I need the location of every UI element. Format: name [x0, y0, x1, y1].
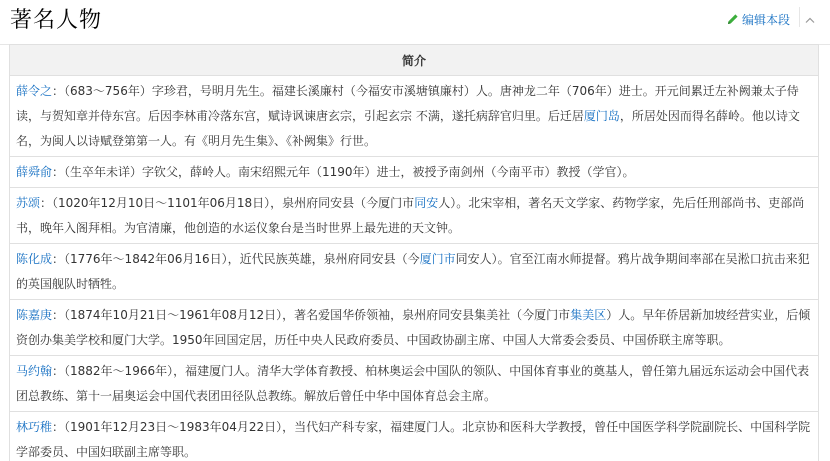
place-link[interactable]: 同安: [414, 196, 439, 210]
person-name-link[interactable]: 薛令之: [16, 84, 53, 98]
place-link[interactable]: 厦门市: [419, 252, 456, 266]
bio-text: ：（1882年～1966年），福建厦门人。清华大学体育教授、柏林奥运会中国队的领队、中国体育事业的奠基人，曾任第九届远东运动会中国代表团总教练、第十一届奥运会中国代表团田径队总教练。解放后曾任中华中国体育总会主席。: [16, 364, 810, 403]
table-cell: [10, 188, 819, 244]
table-cell: [10, 356, 819, 412]
table-row: [10, 356, 819, 412]
bio-text: ）人。早年侨居新加坡经营实业，后倾资创办集美学校和厦门大学。1950年回国定居，历任中央人民政府委员、中国政协副主席、中国人大常委会委员、中国侨联主席等职。: [16, 308, 811, 347]
bio-text: 同安人）。官至江南水师提督。鸦片战争期间率部在吴淞口抗击来犯的英国舰队时牺牲。: [16, 252, 810, 291]
table-row: [10, 188, 819, 244]
person-name-link[interactable]: 薛舜俞: [16, 165, 53, 179]
place-link[interactable]: 厦门岛: [583, 109, 620, 123]
table-row: [10, 76, 819, 157]
table-cell: [10, 412, 819, 461]
table-header-cell: 简介: [10, 45, 819, 76]
place-link[interactable]: 集美区: [570, 308, 607, 322]
person-name-link[interactable]: 陈嘉庚: [16, 308, 53, 322]
bio-text: ，所居处因而得名薛岭。他以诗文名，为闽人以诗赋登第第一人。有《明月先生集》、《补阙集》行世。: [16, 109, 800, 148]
table-cell: [10, 244, 819, 300]
table-row: [10, 244, 819, 300]
person-name-link[interactable]: 马约翰: [16, 364, 53, 378]
table-cell: [10, 157, 819, 188]
bio-text: ：（1874年10月21日～1961年08月12日），著名爱国华侨领袖，泉州府同安县集美社（今厦门市: [52, 308, 571, 322]
edit-section-link[interactable]: [727, 10, 790, 28]
figures-table-wrap: [9, 44, 819, 461]
table-row: [10, 412, 819, 461]
bio-text: 人）。北宋宰相，著名天文学家、药物学家，先后任刑部尚书、吏部尚书，晚年入阁拜相。为官清廉，他创造的水运仪象台是当时世界上最先进的天文钟。: [16, 196, 805, 235]
bio-text: ：（1020年12月10日～1101年06月18日），泉州府同安县（今厦门市: [40, 196, 415, 210]
person-name-link[interactable]: 林巧稚: [16, 420, 53, 434]
table-body: [10, 76, 819, 461]
table-cell: [10, 300, 819, 356]
bio-text: ：（生卒年未详）字钦父，薛岭人。南宋绍熙元年（1190年）进士，被授予南剑州（今南平市）教授（学官）。: [52, 165, 635, 179]
chevron-up-icon: [805, 8, 815, 27]
table-cell: [10, 76, 819, 157]
bio-text: ：（683～756年）字珍君，号明月先生。福建长溪廉村（今福安市溪塘镇廉村）人。唐神龙二年（706年）进士。开元间累迁左补阙兼太子侍读，与贺知章并侍东宫。后因李林甫冷落东宫，赋诗讽谏唐玄宗，引起玄宗 不满，遂托病辞官归里。后迁居: [16, 84, 799, 123]
figures-table: [9, 44, 819, 461]
table-header-row: [10, 45, 819, 76]
section-title: 著名人物: [10, 8, 103, 33]
person-name-link[interactable]: 苏颂: [16, 196, 41, 210]
bio-text: ：（1776年～1842年06月16日），近代民族英雄，泉州府同安县（今: [52, 252, 420, 266]
table-row: [10, 300, 819, 356]
collapse-button[interactable]: [799, 7, 820, 27]
pencil-icon: [727, 13, 739, 25]
bio-text: ：（1901年12月23日～1983年04月22日），当代妇产科专家，福建厦门人。北京协和医科大学教授，曾任中国医学科学院副院长、中国科学院学部委员、中国妇联副主席等职。: [16, 420, 811, 459]
person-name-link[interactable]: 陈化成: [16, 252, 53, 266]
edit-section-label: 编辑本段: [741, 12, 790, 27]
table-row: [10, 157, 819, 188]
section-header: [0, 0, 830, 45]
